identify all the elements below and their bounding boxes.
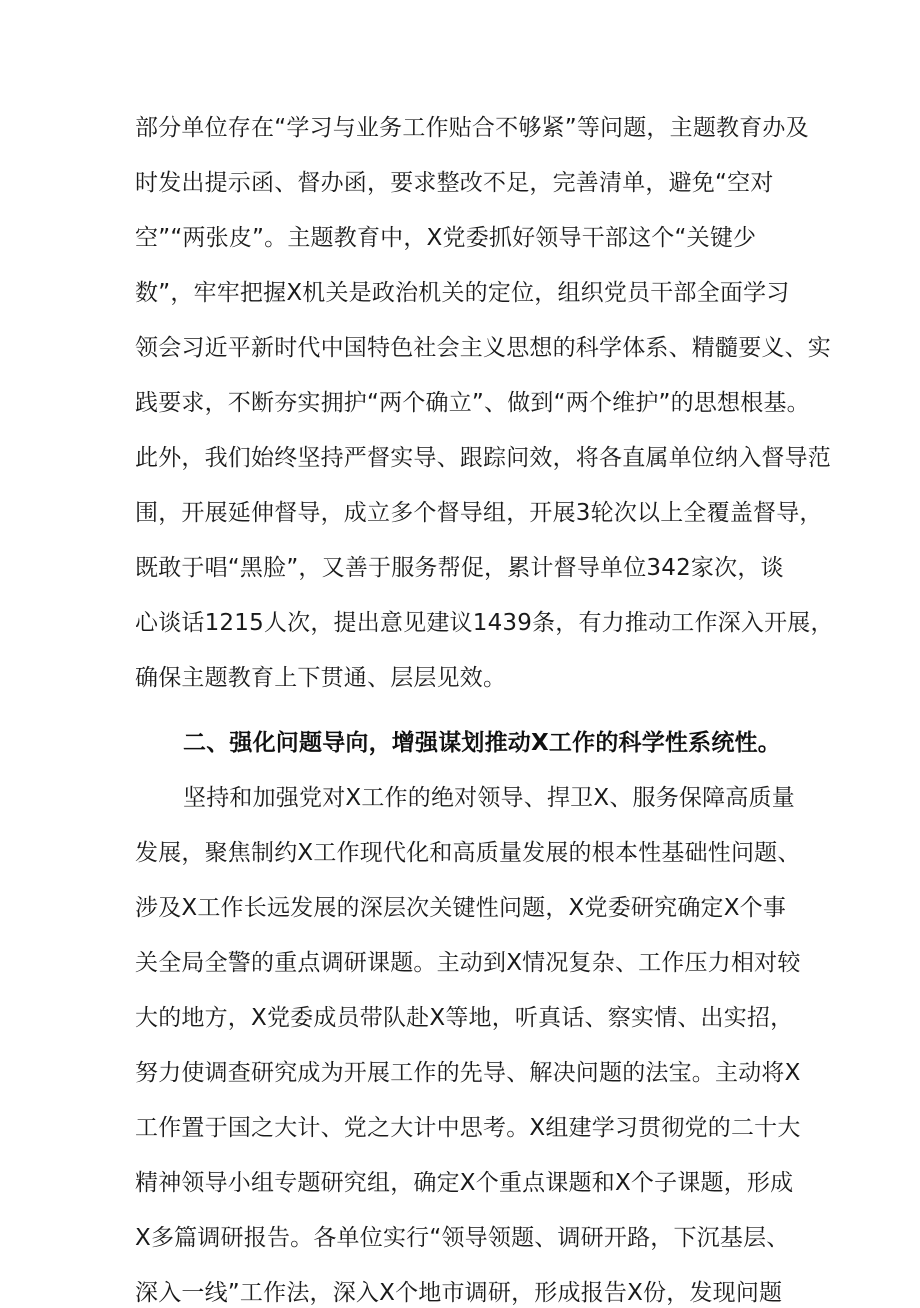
paragraph-2-line: 精神领导小组专题研究组，确定X个重点课题和X个子课题，形成	[135, 1170, 794, 1196]
paragraph-1-line: 心谈话1215人次，提出意见建议1439条，有力推动工作深入开展，	[135, 610, 834, 636]
paragraph-1-line: 时发出提示函、督办函，要求整改不足，完善清单，避免“空对	[135, 170, 774, 196]
paragraph-2-line: X多篇调研报告。各单位实行“领导领题、调研开路，下沉基层、	[135, 1225, 790, 1251]
paragraph-1-line: 确保主题教育上下贯通、层层见效。	[135, 665, 507, 691]
paragraph-1-line: 部分单位存在“学习与业务工作贴合不够紧”等问题，主题教育办及	[135, 115, 809, 141]
paragraph-1-line: 空”“两张皮”。主题教育中，X党委抓好领导干部这个“关键少	[135, 225, 757, 251]
paragraph-2-line: 关全局全警的重点调研课题。主动到X情况复杂、工作压力相对较	[135, 950, 801, 976]
paragraph-2-line: 大的地方，X党委成员带队赴X等地，听真话、察实情、出实招，	[135, 1005, 794, 1031]
paragraph-2-line: 工作置于国之大计、党之大计中思考。X组建学习贯彻党的二十大	[135, 1115, 801, 1141]
paragraph-1-line: 数”，牢牢把握X机关是政治机关的定位，组织党员干部全面学习	[135, 280, 790, 306]
paragraph-1-line: 此外，我们始终坚持严督实导、跟踪问效，将各直属单位纳入督导范	[135, 445, 831, 471]
paragraph-1-line: 领会习近平新时代中国特色社会主义思想的科学体系、精髓要义、实	[135, 335, 831, 361]
paragraph-1-line: 既敢于唱“黑脸”，又善于服务帮促，累计督导单位342家次，谈	[135, 555, 784, 581]
paragraph-2-line: 涉及X工作长远发展的深层次关键性问题，X党委研究确定X个事	[135, 895, 787, 921]
paragraph-2-line: 发展，聚焦制约X工作现代化和高质量发展的根本性基础性问题、	[135, 840, 801, 866]
paragraph-1-line: 践要求，不断夯实拥护“两个确立”、做到“两个维护”的思想根基。	[135, 390, 810, 416]
paragraph-2-line: 坚持和加强党对X工作的绝对领导、捍卫X、服务保障高质量	[183, 785, 795, 811]
paragraph-2-line: 深入一线”工作法，深入X个地市调研，形成报告X份，发现问题	[135, 1280, 783, 1306]
paragraph-2-line: 努力使调查研究成为开展工作的先导、解决问题的法宝。主动将X	[135, 1060, 801, 1086]
paragraph-1-line: 围，开展延伸督导，成立多个督导组，开展3轮次以上全覆盖督导，	[135, 500, 823, 526]
section-heading: 二、强化问题导向，增强谋划推动X工作的科学性系统性。	[183, 730, 781, 756]
